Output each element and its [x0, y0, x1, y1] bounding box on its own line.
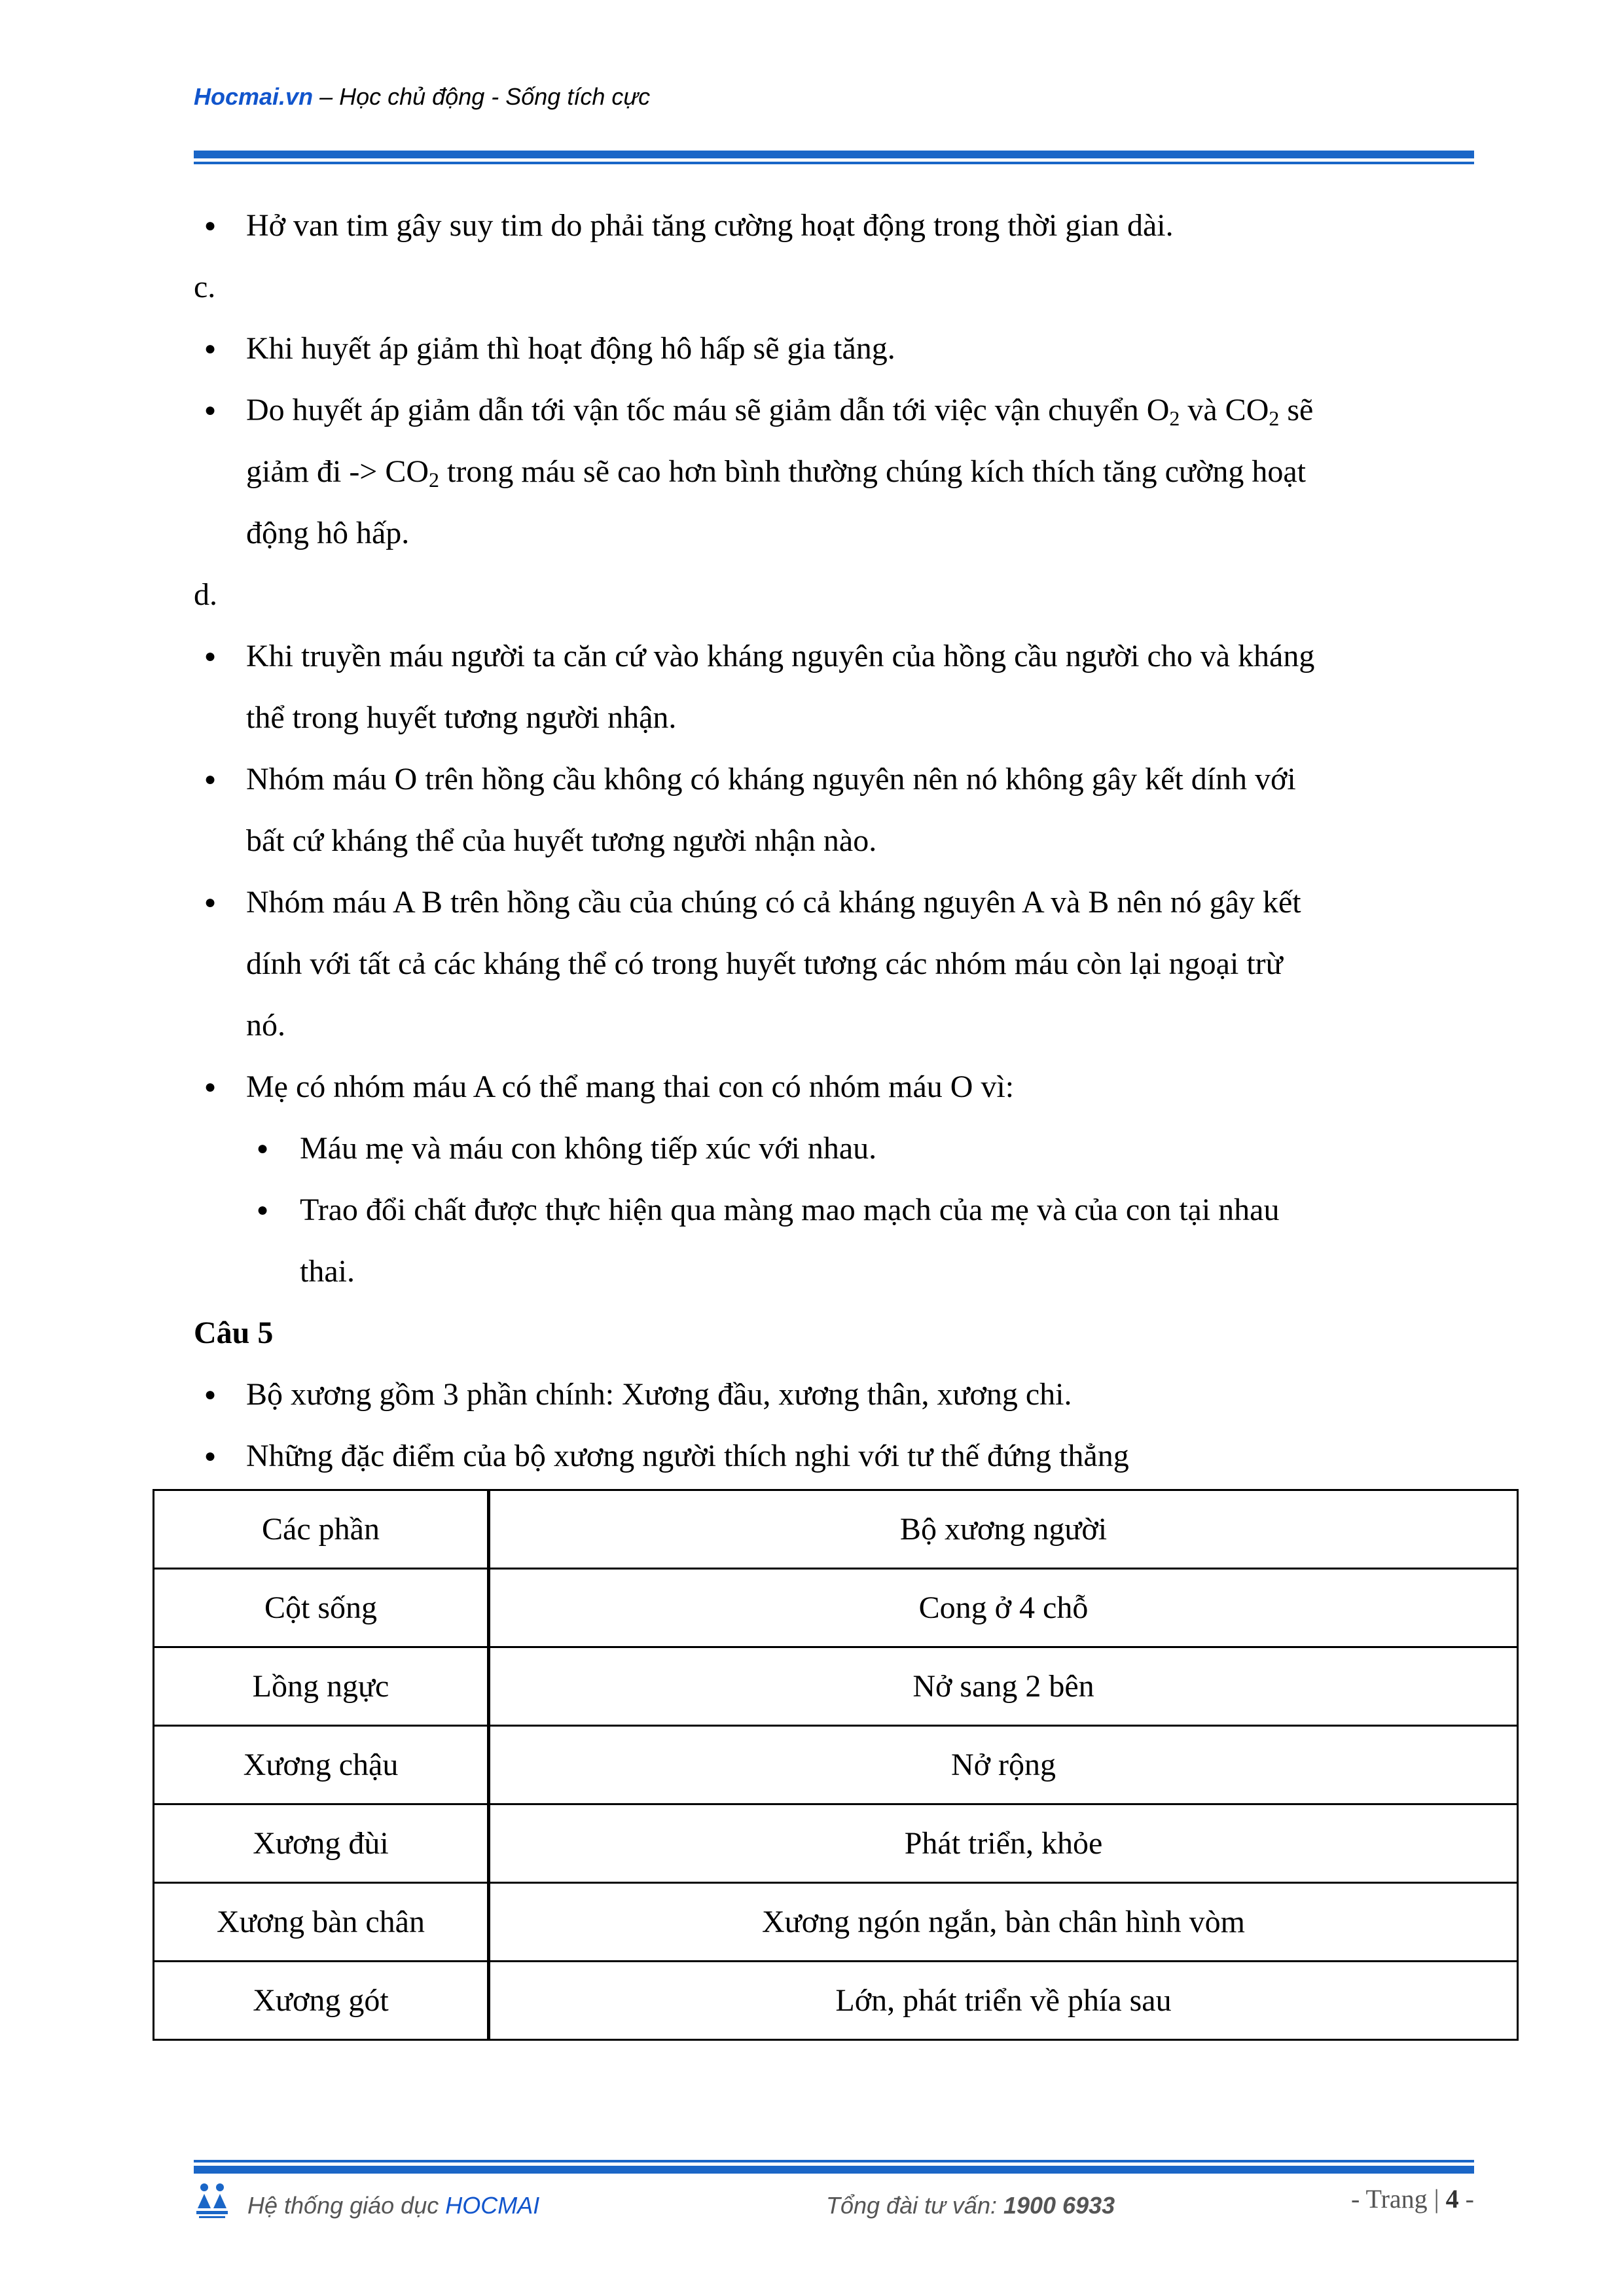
footer-rule-thick [194, 2166, 1474, 2174]
table-header-cell: Bộ xương người [489, 1490, 1518, 1569]
list-item-continuation: giảm đi -> $CO_2$ trong máu sẽ cao hơn bình thường chúng kích thích tăng cường hoạt [246, 454, 1306, 492]
list-item: ● Khi truyền máu người ta căn cứ vào kháng nguyên của hồng cầu người cho và kháng [194, 626, 1474, 687]
footer-hotline: Tổng đài tư vấn: 1900 6933 [826, 2192, 1115, 2219]
sub-list-item: ● Máu mẹ và máu con không tiếp xúc với nhau. [194, 1118, 1474, 1179]
list-item: ● Những đặc điểm của bộ xương người thích nghi với tư thế đứng thẳng [194, 1426, 1474, 1487]
page-header [194, 77, 650, 117]
table-row [154, 1804, 1518, 1883]
hotline-number[interactable]: 1900 6933 [1003, 2192, 1115, 2219]
table-cell: Cong ở 4 chỗ [489, 1569, 1518, 1647]
table-cell: Cột sống [154, 1569, 489, 1647]
table-cell: Xương gót [154, 1962, 489, 2040]
list-item-continuation: thể trong huyết tương người nhận. [246, 700, 677, 735]
skeleton-table [153, 1489, 1519, 2041]
sub-list-item: ● Trao đổi chất được thực hiện qua màng mao mạch của mẹ và của con tại nhau [194, 1179, 1474, 1241]
bullet-dot-icon: ● [204, 768, 217, 790]
table-row [154, 1726, 1518, 1804]
list-item: ● Nhóm máu A B trên hồng cầu của chúng có cả kháng nguyên A và B nên nó gây kết [194, 872, 1474, 933]
bullet-dot-icon: ● [204, 215, 217, 236]
list-item-continuation: nó. [246, 1008, 285, 1043]
list-item-continuation: bất cứ kháng thể của huyết tương người nhận nào. [246, 823, 877, 858]
table-header-row [154, 1490, 1518, 1569]
page-number: - Trang | 4 - [1350, 2184, 1474, 2214]
bullet-dot-icon: ● [257, 1138, 269, 1159]
footer-brand-link[interactable]: HOCMAI [445, 2192, 540, 2219]
header-separator: – [313, 83, 340, 110]
table-cell: Nở sang 2 bên [489, 1647, 1518, 1726]
bullet-dot-icon: ● [204, 1076, 217, 1098]
question-heading: Câu 5 [194, 1316, 274, 1350]
bullet-dot-icon: ● [257, 1199, 269, 1221]
footer-rule-thin [194, 2160, 1474, 2162]
header-slogan: Học chủ động - Sống tích cực [339, 83, 651, 110]
table-cell: Nở rộng [489, 1726, 1518, 1804]
header-brand[interactable]: Hocmai.vn [194, 83, 314, 110]
table-cell: Xương đùi [154, 1804, 489, 1883]
table-header-cell: Các phần [154, 1490, 489, 1569]
table-row [154, 1962, 1518, 2040]
table-cell: Lồng ngực [154, 1647, 489, 1726]
table-cell: Xương ngón ngắn, bàn chân hình vòm [489, 1883, 1518, 1962]
list-item: ● Bộ xương gồm 3 phần chính: Xương đầu, xương thân, xương chi. [194, 1364, 1474, 1426]
bullet-dot-icon: ● [204, 891, 217, 913]
section-label-c: c. [194, 270, 216, 304]
list-item: ● Hở van tim gây suy tim do phải tăng cường hoạt động trong thời gian dài. [194, 195, 1474, 257]
header-rule-thin [194, 162, 1474, 164]
list-item-continuation: động hô hấp. [246, 516, 410, 550]
table-cell: Lớn, phát triển về phía sau [489, 1962, 1518, 2040]
list-item: ● Mẹ có nhóm máu A có thể mang thai con có nhóm máu O vì: [194, 1056, 1474, 1118]
section-label-d: d. [194, 577, 217, 612]
footer-system: Hệ thống giáo dục HOCMAI [247, 2192, 540, 2219]
table-cell: Phát triển, khỏe [489, 1804, 1518, 1883]
table-cell: Xương bàn chân [154, 1883, 489, 1962]
bullet-dot-icon: ● [204, 645, 217, 667]
bullet-dot-icon: ● [204, 1384, 217, 1405]
sub-list-item-continuation: thai. [300, 1254, 355, 1289]
table-row [154, 1647, 1518, 1726]
hocmai-logo-icon [194, 2179, 230, 2221]
bullet-dot-icon: ● [204, 338, 217, 359]
list-item: ● Nhóm máu O trên hồng cầu không có kháng nguyên nên nó không gây kết dính với [194, 749, 1474, 810]
list-item-continuation: dính với tất cả các kháng thể có trong huyết tương các nhóm máu còn lại ngoại trừ [246, 946, 1283, 981]
bullet-dot-icon: ● [204, 399, 217, 421]
list-item: ● Do huyết áp giảm dẫn tới vận tốc máu sẽ giảm dẫn tới việc vận chuyển $O_2$ và $CO_2$ sẽ [194, 380, 1474, 441]
bullet-dot-icon: ● [204, 1445, 217, 1467]
table-row [154, 1883, 1518, 1962]
header-rule-thick [194, 151, 1474, 158]
table-cell: Xương chậu [154, 1726, 489, 1804]
table-row [154, 1569, 1518, 1647]
document-body [194, 195, 1474, 1487]
list-item: ● Khi huyết áp giảm thì hoạt động hô hấp sẽ gia tăng. [194, 318, 1474, 380]
